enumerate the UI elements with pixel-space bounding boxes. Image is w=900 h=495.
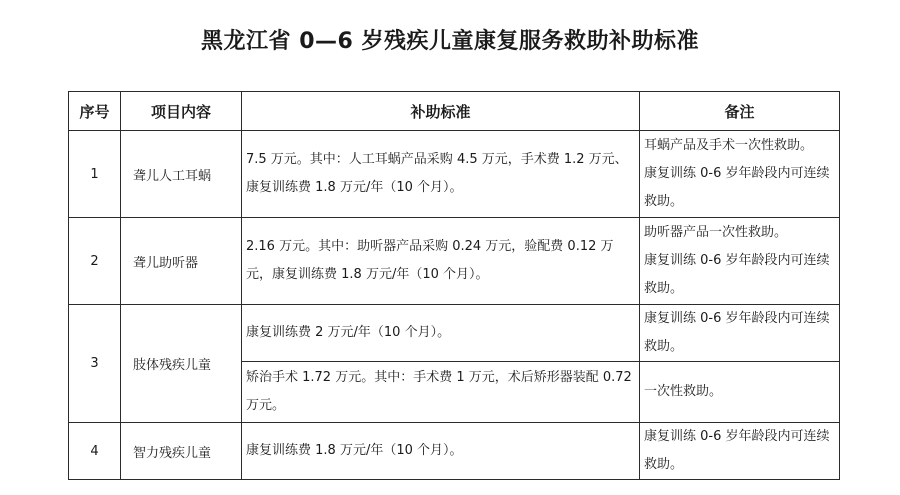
row-index: 4 (69, 423, 121, 480)
subsidy-standard-table (68, 91, 840, 480)
row-note: 一次性救助。 (640, 362, 840, 423)
row-index: 3 (69, 305, 121, 423)
table-header-row (69, 92, 840, 131)
note-line: 耳蜗产品及手术一次性救助。 (644, 138, 814, 153)
row-standard: 矫治手术 1.72 万元。其中：手术费 1 万元，术后矫形器装配 0.72 万元。 (242, 362, 640, 423)
row-item: 聋儿人工耳蜗 (121, 131, 242, 218)
row-standard: 康复训练费 1.8 万元/年（10 个月）。 (242, 423, 640, 480)
header-note: 备注 (640, 92, 840, 131)
row-note (640, 131, 840, 218)
row-note (640, 218, 840, 305)
row-standard: 康复训练费 2 万元/年（10 个月）。 (242, 305, 640, 362)
header-index: 序号 (69, 92, 121, 131)
header-standard: 补助标准 (242, 92, 640, 131)
row-standard: 2.16 万元。其中：助听器产品采购 0.24 万元，验配费 0.12 万元，康复训练费 1.8 万元/年（10 个月）。 (242, 218, 640, 305)
row-item: 肢体残疾儿童 (121, 305, 242, 423)
document-title: 黑龙江省 0—6 岁残疾儿童康复服务救助补助标准 (201, 29, 699, 54)
note-line: 助听器产品一次性救助。 (644, 225, 788, 240)
row-note: 康复训练 0-6 岁年龄段内可连续救助。 (640, 423, 840, 480)
header-item: 项目内容 (121, 92, 242, 131)
note-line: 康复训练 0-6 岁年龄段内可连续救助。 (644, 253, 830, 296)
table-row (69, 423, 840, 480)
table-row (69, 218, 840, 305)
row-item: 智力残疾儿童 (121, 423, 242, 480)
note-line: 康复训练 0-6 岁年龄段内可连续救助。 (644, 166, 830, 209)
table-row (69, 131, 840, 218)
row-index: 2 (69, 218, 121, 305)
row-note: 康复训练 0-6 岁年龄段内可连续救助。 (640, 305, 840, 362)
table-row (69, 305, 840, 362)
row-index: 1 (69, 131, 121, 218)
row-item: 聋儿助听器 (121, 218, 242, 305)
row-standard: 7.5 万元。其中：人工耳蜗产品采购 4.5 万元，手术费 1.2 万元、康复训练费 1.8 万元/年（10 个月）。 (242, 131, 640, 218)
